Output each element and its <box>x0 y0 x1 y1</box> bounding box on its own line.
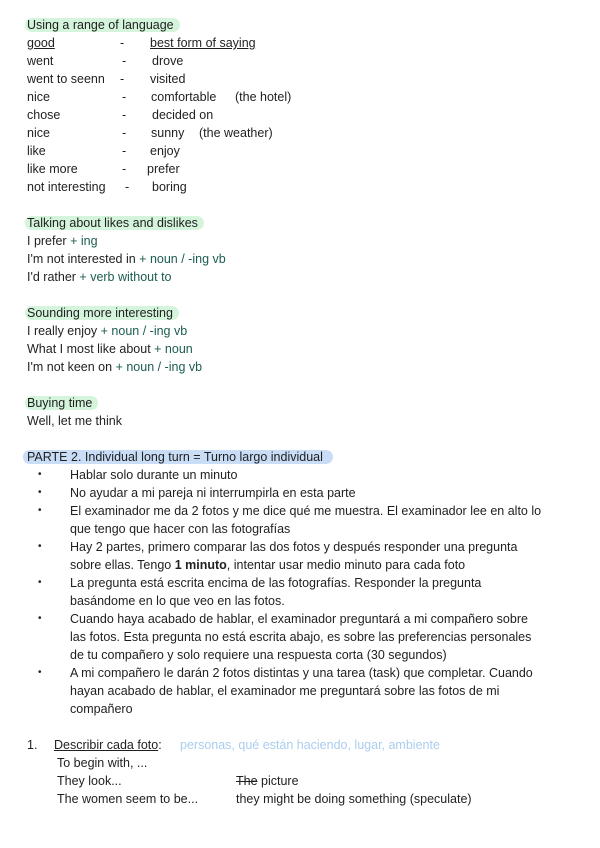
list-item: No ayudar a mi pareja ni interrumpirla en esta parte <box>70 486 356 500</box>
bullet-icon: • <box>38 541 42 552</box>
col-left-header: good <box>27 36 55 50</box>
list-item: La pregunta está escrita encima de las fotografías. Responder la pregunta basándome en lo que veo en las fotos. <box>70 576 482 608</box>
likes-heading: Talking about likes and dislikes <box>27 214 204 232</box>
bullet-icon: • <box>38 667 42 678</box>
buying-time-line: Well, let me think <box>27 414 122 428</box>
interesting-heading: Sounding more interesting <box>27 304 179 322</box>
dash: - <box>120 36 125 50</box>
list-item: Hablar solo durante un minuto <box>70 468 238 482</box>
interesting-line: I really enjoy + noun / -ing vb <box>27 324 188 338</box>
language-heading: Using a range of language <box>27 16 180 34</box>
describe-hint: personas, qué están haciendo, lugar, ambiente <box>180 738 440 752</box>
bullet-icon: • <box>38 505 42 516</box>
describe-title: Describir cada foto <box>54 738 159 752</box>
parte2-heading: PARTE 2. Individual long turn = Turno largo individual <box>27 448 333 466</box>
list-item: Hay 2 partes, primero comparar las dos fotos y después responder una pregunta sobre ellas. Tengo 1 minuto, intentar usar medio minuto para cada foto <box>70 540 518 572</box>
likes-line: I'm not interested in + noun / -ing vb <box>27 252 226 266</box>
describe-number: 1. <box>27 738 38 752</box>
interesting-line: What I most like about + noun <box>27 342 193 356</box>
likes-line: I'd rather + verb without to <box>27 270 172 284</box>
list-item: El examinador me da 2 fotos y me dice qué me muestra. El examinador lee en alto lo que tengo que hacer con las fotografías <box>70 504 542 536</box>
interesting-line: I'm not keen on + noun / -ing vb <box>27 360 203 374</box>
describe-line: To begin with, ... <box>57 756 148 770</box>
bullet-icon: • <box>38 469 42 480</box>
list-item: Cuando haya acabado de hablar, el examinador preguntará a mi compañero sobre las fotos. Esta pregunta no está escrita abajo, es sobre las preferencias personales de tu compañero y solo requiere una respuesta corta (30 segundos) <box>70 612 532 662</box>
buying-time-heading: Buying time <box>27 394 98 412</box>
likes-line: I prefer + ing <box>27 234 98 248</box>
bullet-icon: • <box>38 613 42 624</box>
bullet-icon: • <box>38 487 42 498</box>
bullet-icon: • <box>38 577 42 588</box>
list-item: A mi compañero le darán 2 fotos distintas y una tarea (task) que completar. Cuando hayan acabado de hablar, el examinador me preguntará sobre las fotos de mi compañero <box>70 666 533 716</box>
col-right-header: best form of saying <box>150 36 256 50</box>
document-page: Using a range of language good - best form of saying went - drove went to seenn - visited nice - comfortable (the hotel) chose - decided on nice - sunny (the weather) like - enjoy like more - prefer not interesting - boring Talking about likes and dislikes I prefer + ing I'm not interested in + noun / -ing vb I'd rather + verb without to Sounding more interesting I really enjoy + noun / -ing vb What I most like about + noun I'm not keen on + noun / -ing vb Buying time Well, let me think PARTE 2. Individual long turn = Turno largo individual • Hablar solo durante un minuto • No ayudar a mi pareja ni interrumpirla en esta parte • El examinador me da 2 fotos y me dice qué me muestra. El examinador lee en alto lo que tengo que hacer con las fotografías • Hay 2 partes, primero comparar las dos fotos y después responder una pregunta sobre ellas. Tengo 1 minuto, intentar usar medio minuto para cada foto • La pregunta está escrita encima de las fotografías. Responder la pregunta basándome en lo que veo en las fotos. • Cuando haya acabado de hablar, el examinador preguntará a mi compañero sobre las fotos. Esta pregunta no está escrita abajo, es sobre las preferencias personales de tu compañero y solo requiere una respuesta corta (30 segundos) • A mi compañero le darán 2 fotos distintas y una tarea (task) que completar. Cuando hayan acabado de hablar, el examinador me preguntará sobre las fotos de mi compañero 1. Describir cada foto: personas, qué están haciendo, lugar, ambiente To begin with, ... They look... The picture The women seem to be... they might be doing something (speculate) <box>0 0 600 848</box>
